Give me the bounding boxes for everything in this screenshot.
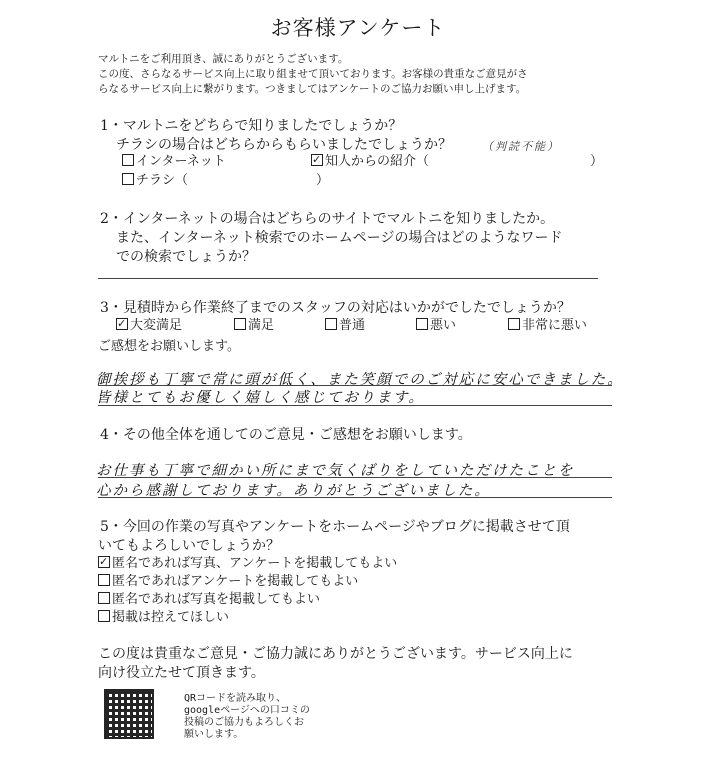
qr-note-line: googleページへの口コミの [184, 705, 310, 716]
q3-handwritten-answer-line1: 御挨拶も丁寧で常に頭が低く、また笑顔でのご対応に安心できました。 [96, 372, 624, 388]
checkbox[interactable] [98, 574, 110, 586]
q5-option-survey-only[interactable] [98, 573, 358, 591]
page-title: お客様アンケート [270, 16, 446, 40]
q1-heading: 1・マルトニをどちらで知りましたでしょうか？ [100, 118, 403, 134]
option-label: 知人からの紹介（ [325, 154, 430, 169]
checkbox[interactable] [122, 154, 134, 166]
qr-note-line: 投稿のご協力もよろしくお [184, 717, 304, 728]
intro-text [98, 52, 528, 97]
q4-handwritten-answer-line2: 心から感謝しております。ありがとうございました。 [96, 483, 491, 499]
q5-option-photo-only[interactable] [98, 591, 320, 609]
checkbox[interactable] [98, 592, 110, 604]
option-label: 匿名であればアンケートを掲載してもよい [112, 574, 359, 589]
checkbox[interactable] [122, 173, 134, 185]
intro-line: マルトニをご利用頂き、誠にありがとうございます。 [98, 53, 349, 65]
q3-heading: 3・見積時から作業終了までのスタッフの対応はいかがでしたでしょうか？ [100, 300, 571, 316]
option-label: 非常に悪い [522, 318, 588, 333]
q1-option-referral[interactable] [311, 153, 429, 171]
checkbox[interactable] [325, 318, 337, 330]
checkbox-checked[interactable] [116, 318, 128, 330]
q3-handwritten-answer-line2: 皆様とてもお優しく嬉しく感じております。 [96, 390, 425, 406]
qr-note-line: QRコードを読み取り、 [184, 693, 287, 704]
q2-line2: また、インターネット検索でのホームページの場合はどのようなワード [116, 230, 563, 246]
q2-heading: 2・インターネットの場合はどちらのサイトでマルトニを知りましたか。 [100, 211, 555, 227]
q1-flyer-close-paren: ） [316, 173, 330, 188]
checkbox-checked[interactable] [311, 154, 323, 166]
option-label: 匿名であれば写真を掲載してもよい [112, 592, 321, 607]
closing-line1: この度は貴重なご意見・ご協力誠にありがとうございます。サービス向上に [98, 646, 573, 662]
q1-option-internet[interactable] [122, 153, 226, 171]
q4-answer-rule [98, 497, 612, 498]
q5-option-no-publish[interactable] [98, 609, 229, 627]
q3-answer-rule [98, 405, 612, 406]
option-label: インターネット [136, 154, 226, 169]
q1-subheading: チラシの場合はどちらからもらいましたでしょうか？ [116, 137, 452, 153]
q4-heading: 4・その他全体を通してのご意見・ご感想をお願いします。 [100, 427, 472, 443]
option-label: 悪い [430, 318, 457, 333]
option-label: 掲載は控えてほしい [112, 610, 230, 625]
q3-option-normal[interactable] [325, 317, 365, 335]
q1-referral-close-paren: ） [590, 154, 604, 169]
q3-option-satisfied[interactable] [234, 317, 274, 335]
qr-note [184, 693, 310, 741]
q1-handwritten-scribble: （判読不能） [482, 140, 560, 153]
intro-line: この度、さらなるサービス向上に取り組ませて頂いております。お客様の貴重なご意見がさ [98, 68, 528, 80]
q2-answer-line [98, 278, 598, 279]
qr-note-line: 願いします。 [184, 729, 244, 740]
option-label: 満足 [248, 318, 275, 333]
option-label: チラシ（ [136, 173, 189, 188]
checkbox[interactable] [508, 318, 520, 330]
q2-line3: での検索でしょうか？ [116, 249, 256, 265]
closing-line2: 向け役立たせて頂きます。 [98, 665, 265, 681]
q3-option-very-bad[interactable] [508, 317, 587, 335]
q3-prompt: ご感想をお願いします。 [98, 339, 240, 354]
checkbox[interactable] [98, 610, 110, 622]
intro-line: らなるサービス向上に繋がります。つきましてはアンケートのご協力お願い申し上げます。 [98, 83, 527, 95]
option-label: 普通 [339, 318, 366, 333]
q5-option-photo-and-survey[interactable] [98, 555, 397, 573]
q4-handwritten-answer-line1: お仕事も丁寧で細かい所にまで気くばりをしていただけたことを [96, 463, 575, 479]
option-label: 匿名であれば写真、アンケートを掲載してもよい [112, 556, 398, 571]
q5-line2: いてもよろしいでしょうか？ [98, 538, 280, 554]
q4-answer-rule [98, 477, 612, 478]
q1-option-flyer[interactable] [122, 172, 188, 190]
q5-heading: 5・今回の作業の写真やアンケートをホームページやブログに掲載させて頂 [100, 519, 570, 535]
checkbox[interactable] [416, 318, 428, 330]
checkbox-checked[interactable] [98, 556, 110, 568]
checkbox[interactable] [234, 318, 246, 330]
qr-code-icon[interactable] [104, 689, 154, 739]
q3-option-bad[interactable] [416, 317, 456, 335]
option-label: 大変満足 [130, 318, 183, 333]
q3-option-very-satisfied[interactable] [116, 317, 182, 335]
